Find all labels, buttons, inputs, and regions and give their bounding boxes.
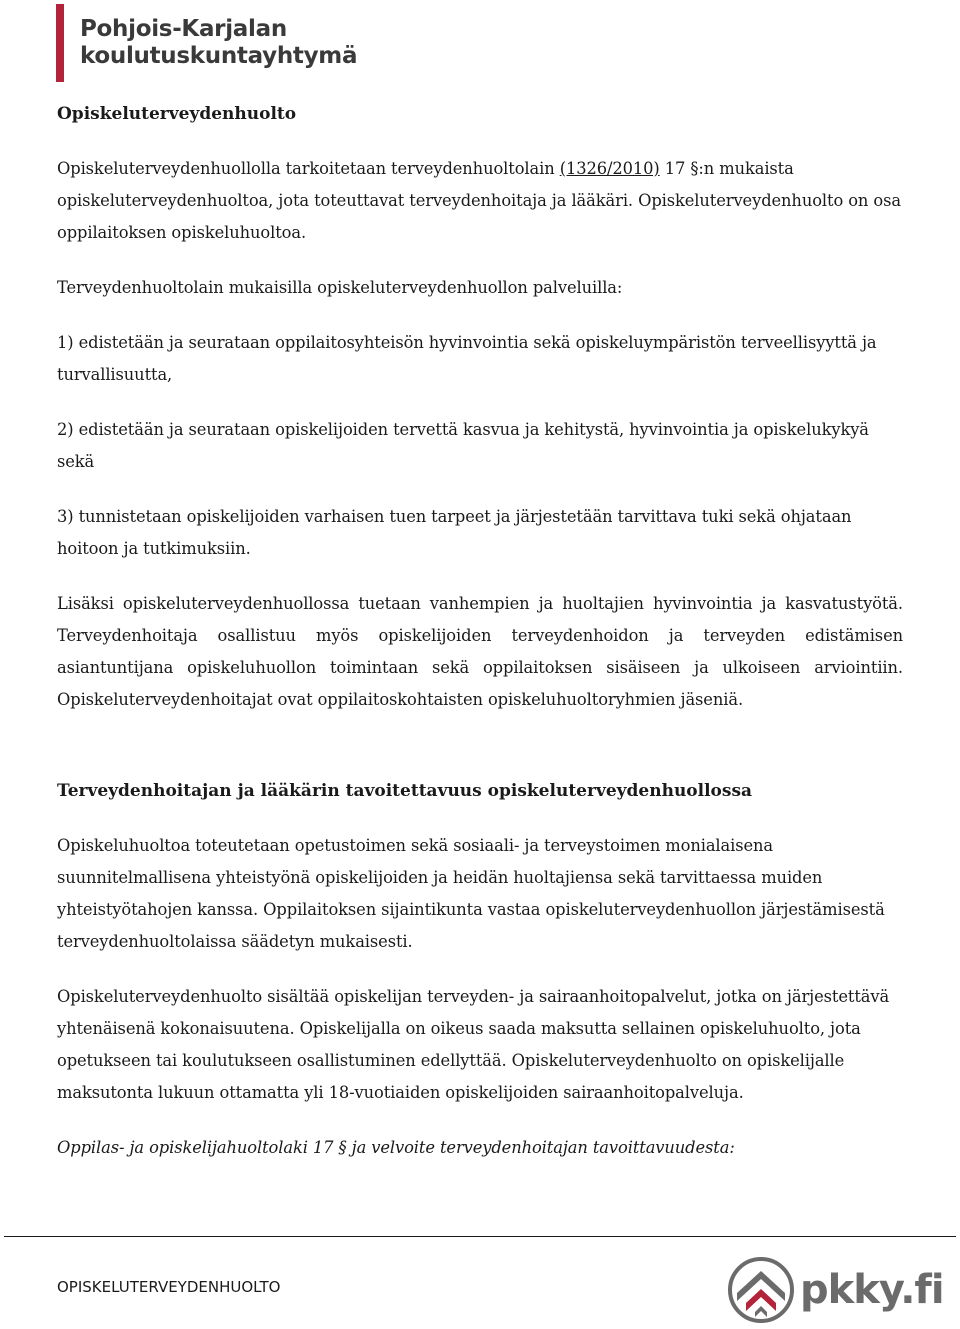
footer-label: OPISKELUTERVEYDENHUOLTO bbox=[57, 1278, 281, 1296]
footer-logo-text: pkky.fi bbox=[800, 1267, 944, 1313]
section-title-availability: Terveydenhoitajan ja lääkärin tavoitettavuus opiskeluterveydenhuollossa bbox=[57, 781, 753, 801]
section-title-student-health: Opiskeluterveydenhuolto bbox=[57, 104, 297, 124]
org-name bbox=[80, 16, 357, 82]
brand-bar bbox=[56, 4, 64, 82]
document-body bbox=[57, 98, 903, 1164]
availability-paragraph-1: Opiskeluhuoltoa toteutetaan opetustoimen sekä sosiaali- ja terveystoimen monialaisena suunnitelmallisena yhteistyönä opiskelijoiden ja heidän huoltajiensa sekä tarvittaessa muiden yhteistyötahojen kanssa. Oppilaitoksen sijaintikunta vastaa opiskeluterveydenhuollon järjestämisestä terveydenhuoltolaissa säädetyn mukaisesti. bbox=[57, 836, 885, 951]
service-item-3: 3) tunnistetaan opiskelijoiden varhaisen tuen tarpeet ja järjestetään tarvittava tuki sekä ohjataan hoitoon ja tutkimuksiin. bbox=[57, 507, 852, 558]
org-name-line1: Pohjois-Karjalan bbox=[80, 16, 287, 42]
org-name-line2: koulutuskuntayhtymä bbox=[80, 43, 358, 69]
intro-text-before: Opiskeluterveydenhuollolla tarkoitetaan terveydenhuoltolain bbox=[57, 159, 560, 178]
intro-text-after: 17 §:n mukaista opiskeluterveydenhuoltoa, jota toteuttavat terveydenhoitaja ja lääkäri. Opiskeluterveydenhuolto on osa oppilaitoksen opiskeluhuoltoa. bbox=[57, 159, 901, 242]
services-intro: Terveydenhuoltolain mukaisilla opiskeluterveydenhuollon palveluilla: bbox=[57, 278, 623, 297]
availability-paragraph-2: Opiskeluterveydenhuolto sisältää opiskelijan terveyden- ja sairaanhoitopalvelut, jotka on järjestettävä yhtenäisenä kokonaisuutena. Opiskelijalla on oikeus saada maksutta sellainen opiskeluhuolto, jota opetukseen tai koulutukseen osallistuminen edellyttää. Opiskeluterveydenhuolto on opiskelijalle maksutonta lukuun ottamatta yli 18-vuotiaiden opiskelijoiden sairaanhoitopalveluja. bbox=[57, 987, 890, 1102]
intro-paragraph bbox=[57, 153, 903, 249]
footer-logo bbox=[728, 1257, 944, 1323]
law-reference-italic: Oppilas- ja opiskelijahuoltolaki 17 § ja velvoite terveydenhoitajan tavoittavuudesta: bbox=[57, 1138, 735, 1157]
pkky-logo-icon bbox=[728, 1257, 794, 1323]
org-header bbox=[56, 4, 357, 82]
service-item-1: 1) edistetään ja seurataan oppilaitosyhteisön hyvinvointia sekä opiskeluympäristön terveellisyyttä ja turvallisuutta, bbox=[57, 333, 877, 384]
service-item-2: 2) edistetään ja seurataan opiskelijoiden tervettä kasvua ja kehitystä, hyvinvointia ja opiskelukykyä sekä bbox=[57, 420, 869, 471]
additional-paragraph: Lisäksi opiskeluterveydenhuollossa tuetaan vanhempien ja huoltajien hyvinvointia ja kasvatustyötä. Terveydenhoitaja osallistuu myös opiskelijoiden terveydenhoidon ja terveyden edistämisen asiantuntijana opiskeluhuollon toimintaan sekä oppilaitoksen sisäiseen ja ulkoiseen arviointiin. Opiskeluterveydenhoitajat ovat oppilaitoskohtaisten opiskeluhuoltoryhmien jäseniä. bbox=[57, 594, 903, 709]
law-link[interactable]: (1326/2010) bbox=[559, 159, 660, 178]
footer-divider bbox=[4, 1236, 956, 1237]
